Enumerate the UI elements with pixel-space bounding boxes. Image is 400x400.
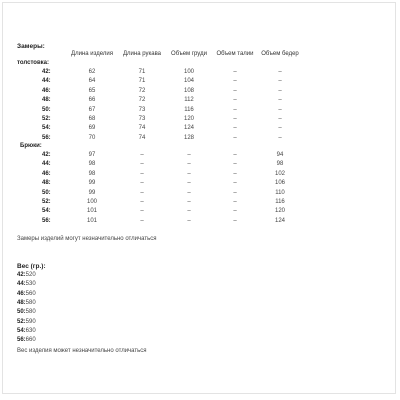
size-label: 56: [42, 134, 51, 141]
table-cell: – [233, 199, 237, 205]
weight-size: 56: [17, 337, 26, 344]
table-row [0, 69, 320, 78]
table-cell: – [278, 78, 282, 85]
table-cell: – [140, 208, 144, 215]
size-label: 44: [42, 161, 51, 168]
size-label: 48: [42, 97, 51, 104]
weight-row [17, 309, 36, 315]
table-cell: – [233, 189, 237, 196]
weight-size: 42: [17, 272, 26, 278]
section-label: Брюки: [20, 143, 42, 149]
table-cell: 102 [274, 170, 285, 177]
size-label: 56: [42, 217, 51, 224]
weight-size: 54: [17, 327, 26, 334]
table-cell: – [233, 69, 237, 75]
weight-row [17, 272, 36, 278]
table-row [0, 171, 320, 180]
weight-value: 590 [25, 318, 36, 325]
table-cell: 116 [275, 199, 285, 205]
size-label: 50: [42, 106, 51, 113]
weight-size: 44: [17, 281, 26, 288]
table-cell: – [278, 97, 282, 104]
table-cell: – [233, 180, 237, 187]
table-cell: 71 [138, 69, 146, 75]
table-cell: – [278, 116, 282, 122]
weight-value: 530 [25, 281, 36, 288]
table-cell: 67 [88, 106, 96, 113]
table-cell: 108 [183, 87, 194, 94]
weight-value: 580 [25, 309, 36, 316]
size-label: 42: [42, 69, 51, 75]
table-cell: – [140, 170, 144, 177]
table-cell: – [278, 106, 282, 113]
table-cell: – [233, 97, 237, 104]
table-cell: 104 [183, 78, 194, 85]
table-cell: 100 [183, 69, 194, 75]
table-cell: 69 [88, 125, 96, 132]
table-row [0, 190, 320, 199]
table-cell: – [233, 87, 237, 94]
table-cell: 73 [138, 106, 146, 113]
size-label: 54: [42, 208, 51, 215]
table-cell: – [187, 217, 191, 224]
table-row [0, 180, 320, 189]
table-cell: – [233, 134, 237, 141]
table-cell: 94 [276, 152, 284, 158]
table-cell: 97 [88, 152, 96, 158]
table-cell: – [278, 125, 282, 132]
table-cell: – [187, 161, 191, 168]
table-cell: 64 [88, 78, 96, 85]
weight-value: 560 [25, 290, 36, 297]
table-cell: 72 [138, 87, 146, 94]
table-cell: – [187, 170, 191, 177]
weight-size: 48: [17, 299, 26, 306]
measurements-heading: Замеры: [17, 43, 45, 50]
size-label: 46: [42, 170, 51, 177]
weight-row [17, 281, 36, 287]
column-header: Длина рукава [122, 51, 162, 57]
weight-value: 630 [25, 327, 36, 334]
table-cell: 98 [88, 170, 96, 177]
table-cell: – [233, 152, 237, 158]
column-header: Длина изделия [71, 51, 113, 57]
size-label: 52: [42, 199, 51, 205]
table-cell: 110 [275, 189, 285, 196]
column-header: Объем талии [216, 51, 254, 57]
size-label: 42: [42, 152, 51, 158]
table-row [0, 88, 320, 97]
size-label: 46: [42, 87, 51, 94]
table-row [0, 107, 320, 116]
table-cell: – [187, 180, 191, 187]
table-row [0, 208, 320, 217]
table-cell: 98 [88, 161, 96, 168]
table-cell: – [140, 217, 144, 224]
table-cell: 106 [274, 180, 285, 187]
table-cell: 65 [88, 87, 96, 94]
weight-heading: Вес (гр.): [17, 263, 46, 270]
table-cell: – [233, 161, 237, 168]
table-cell: 120 [183, 116, 194, 122]
measurements-note: Замеры изделий могут незначительно отличаться [17, 236, 157, 242]
weight-size: 52: [17, 318, 26, 325]
table-cell: 62 [88, 69, 96, 75]
table-cell: 70 [88, 134, 96, 141]
size-label: 48: [42, 180, 51, 187]
weight-row [17, 328, 36, 334]
weight-row [17, 300, 36, 306]
table-cell: – [233, 170, 237, 177]
table-row [0, 97, 320, 106]
table-row [0, 125, 320, 134]
table-cell: – [140, 199, 144, 205]
table-cell: – [233, 208, 237, 215]
table-row [0, 152, 320, 161]
table-cell: 99 [88, 189, 96, 196]
size-label: 44: [42, 78, 51, 85]
table-cell: 68 [88, 116, 96, 122]
table-cell: – [187, 152, 191, 158]
column-header: Объем бедер [261, 51, 299, 57]
table-cell: 128 [183, 134, 194, 141]
table-cell: 71 [138, 78, 146, 85]
size-label: 50: [42, 189, 51, 196]
size-label: 52: [42, 116, 51, 122]
column-header: Объем груди [171, 51, 207, 57]
table-cell: – [233, 106, 237, 113]
table-cell: – [140, 152, 144, 158]
table-cell: – [233, 78, 237, 85]
table-cell: – [233, 217, 237, 224]
weight-size: 46: [17, 290, 26, 297]
table-cell: – [233, 116, 237, 122]
weight-note: Вес изделия может незначительно отличаться [17, 348, 147, 354]
size-label: 54: [42, 125, 51, 132]
table-row [0, 161, 320, 170]
table-cell: – [278, 69, 282, 75]
table-row [0, 199, 320, 208]
table-cell: 66 [88, 97, 96, 104]
weight-value: 660 [25, 337, 36, 344]
table-cell: – [187, 189, 191, 196]
weight-value: 520 [25, 272, 36, 278]
section-label: толстовка: [17, 60, 49, 66]
table-cell: 120 [274, 208, 285, 215]
table-cell: – [233, 125, 237, 132]
table-cell: 116 [184, 106, 194, 113]
weight-size: 50: [17, 309, 26, 316]
weight-row [17, 291, 36, 297]
table-cell: 98 [276, 161, 284, 168]
table-cell: 73 [138, 116, 146, 122]
table-cell: 99 [88, 180, 96, 187]
table-cell: 101 [86, 208, 97, 215]
table-cell: – [278, 87, 282, 94]
table-cell: 101 [86, 217, 97, 224]
table-cell: – [187, 199, 191, 205]
weight-value: 580 [25, 299, 36, 306]
table-cell: – [140, 161, 144, 168]
table-row [0, 116, 320, 125]
weight-row [17, 337, 36, 343]
table-row [0, 78, 320, 87]
table-cell: – [140, 189, 144, 196]
table-cell: – [278, 134, 282, 141]
table-row [0, 218, 320, 227]
table-cell: – [187, 208, 191, 215]
table-cell: – [140, 180, 144, 187]
table-cell: 112 [184, 97, 194, 104]
table-cell: 74 [138, 125, 146, 132]
table-row [0, 135, 320, 144]
table-cell: 72 [138, 97, 146, 104]
table-cell: 100 [86, 199, 97, 205]
table-cell: 74 [138, 134, 146, 141]
table-cell: 124 [274, 217, 285, 224]
weight-row [17, 319, 36, 325]
table-cell: 124 [183, 125, 194, 132]
